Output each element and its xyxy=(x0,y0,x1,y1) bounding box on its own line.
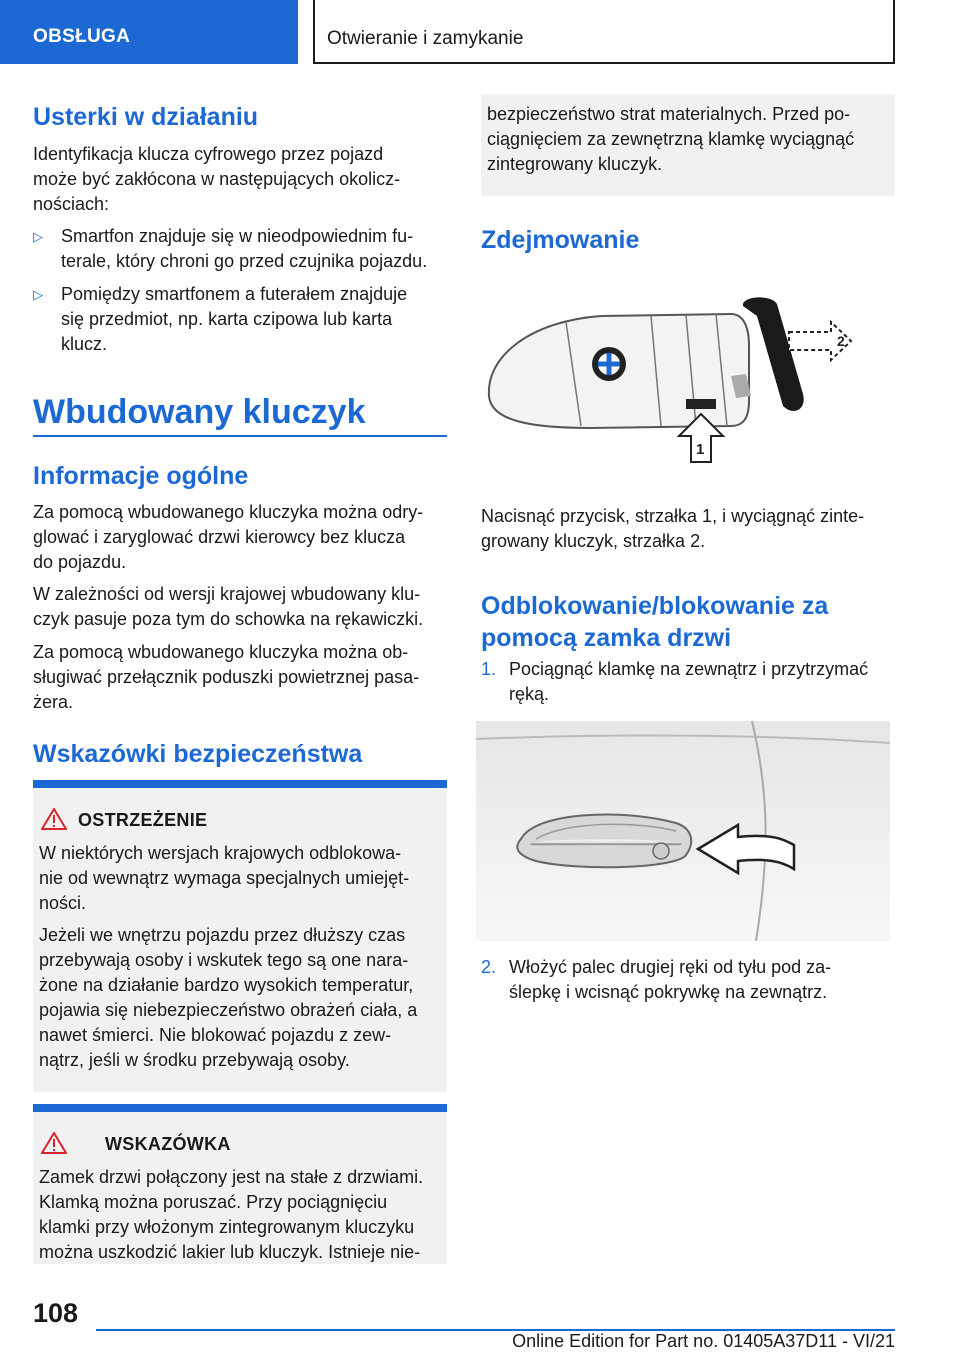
notice-box-bar xyxy=(33,1104,447,1112)
chapter-title-text: Otwieranie i zamykanie xyxy=(327,28,524,49)
arrow-2-label: 2 xyxy=(837,333,845,349)
notice-box xyxy=(33,1112,447,1264)
notice-triangle-icon xyxy=(41,1132,67,1154)
notice-paragraph: Zamek drzwi połączony jest na stałe z drzwiami. Klamką można poruszać. Przy pociągnięciu klamki przy włożonym zintegrowanym kluczyku można uszkodzić lakier lub kluczyk. Istnieje nie- xyxy=(39,1167,424,1262)
removal-heading: Zdejmowanie xyxy=(481,226,640,254)
door-lock-heading-line-1: Odblokowanie/blokowanie za xyxy=(481,592,829,620)
safety-heading: Wskazówki bezpieczeństwa xyxy=(33,740,363,768)
warning-triangle-icon xyxy=(41,808,67,830)
notice-continued-text: bezpieczeństwo strat materialnych. Przed po- ciągnięciem za zewnętrzną klamkę wyciągnąć zintegrowany kluczyk. xyxy=(487,104,855,174)
general-paragraph-1: Za pomocą wbudowanego kluczyka można odry- glować i zaryglować drzwi kierowcy bez klucza do pojazdu. xyxy=(33,502,424,572)
bullet-text: Smartfon znajduje się w nieodpowiednim fu- terale, który chroni go przed czujnika pojazdu. xyxy=(61,226,428,271)
malfunctions-heading: Usterki w działaniu xyxy=(33,103,259,131)
bullet-text: Pomiędzy smartfonem a futerałem znajduje się przedmiot, np. karta czipowa lub karta klucz. xyxy=(61,284,408,354)
step-text: Włożyć palec drugiej ręki od tyłu pod za- ślepkę i wcisnąć pokrywkę na zewnątrz. xyxy=(509,957,832,1002)
warning-box xyxy=(33,788,447,1092)
notice-box-continued xyxy=(481,94,895,196)
chapter-heading: Wbudowany kluczyk xyxy=(33,393,366,431)
section-label: OBSŁUGA xyxy=(33,26,131,47)
warning-box-bar xyxy=(33,780,447,788)
general-paragraph-3: Za pomocą wbudowanego kluczyka można ob- sługiwać przełącznik poduszki powietrznej pasa- żera. xyxy=(33,642,420,712)
arrow-1-label: 1 xyxy=(696,441,705,458)
warning-label: OSTRZEŻENIE xyxy=(78,810,208,830)
chapter-title xyxy=(313,0,895,64)
door-handle-illustration xyxy=(476,721,890,941)
door-lock-heading xyxy=(481,590,828,654)
door-lock-heading-line-2: pomocą zamka drzwi xyxy=(481,624,732,652)
section-tab xyxy=(0,0,298,64)
warning-paragraph-1: W niektórych wersjach krajowych odblokowa- nie od wewnątrz wymaga specjalnych umiejęt- ności. xyxy=(39,843,410,913)
warning-paragraph-2: Jeżeli we wnętrzu pojazdu przez dłuższy czas przebywają osoby i wskutek tego są one nara- żone na działanie bardzo wysokich temperatur, pojawia się niebezpieczeństwo obrażeń ciała, a nawet śmierci. Nie blokować pojazdu z zew- nątrz, jeśli w środku przebywają osoby. xyxy=(39,925,418,1070)
heading-rule xyxy=(33,435,447,437)
step-number: 2. xyxy=(481,957,497,977)
integrated-key-illustration xyxy=(481,286,895,476)
step-text: Pociągnąć klamkę na zewnątrz i przytrzymać ręką. xyxy=(509,659,869,704)
general-paragraph-2: W zależności od wersji krajowej wbudowany klu- czyk pasuje poza tym do schowka na rękawiczki. xyxy=(33,584,424,629)
malfunctions-intro: Identyfikacja klucza cyfrowego przez pojazd może być zakłócona w następujących okolicz- nościach: xyxy=(33,144,401,214)
page-number: 108 xyxy=(33,1298,79,1328)
footer-edition: Online Edition for Part no. 01405A37D11 - VI/21 xyxy=(512,1331,895,1351)
step-number: 1. xyxy=(481,659,497,679)
general-info-heading: Informacje ogólne xyxy=(33,462,249,490)
triangle-bullet-icon: ▷ xyxy=(33,229,43,244)
removal-text: Nacisnąć przycisk, strzałka 1, i wyciągnąć zinte- growany kluczyk, strzałka 2. xyxy=(481,506,865,551)
triangle-bullet-icon: ▷ xyxy=(33,287,43,302)
notice-label: WSKAZÓWKA xyxy=(105,1134,231,1154)
